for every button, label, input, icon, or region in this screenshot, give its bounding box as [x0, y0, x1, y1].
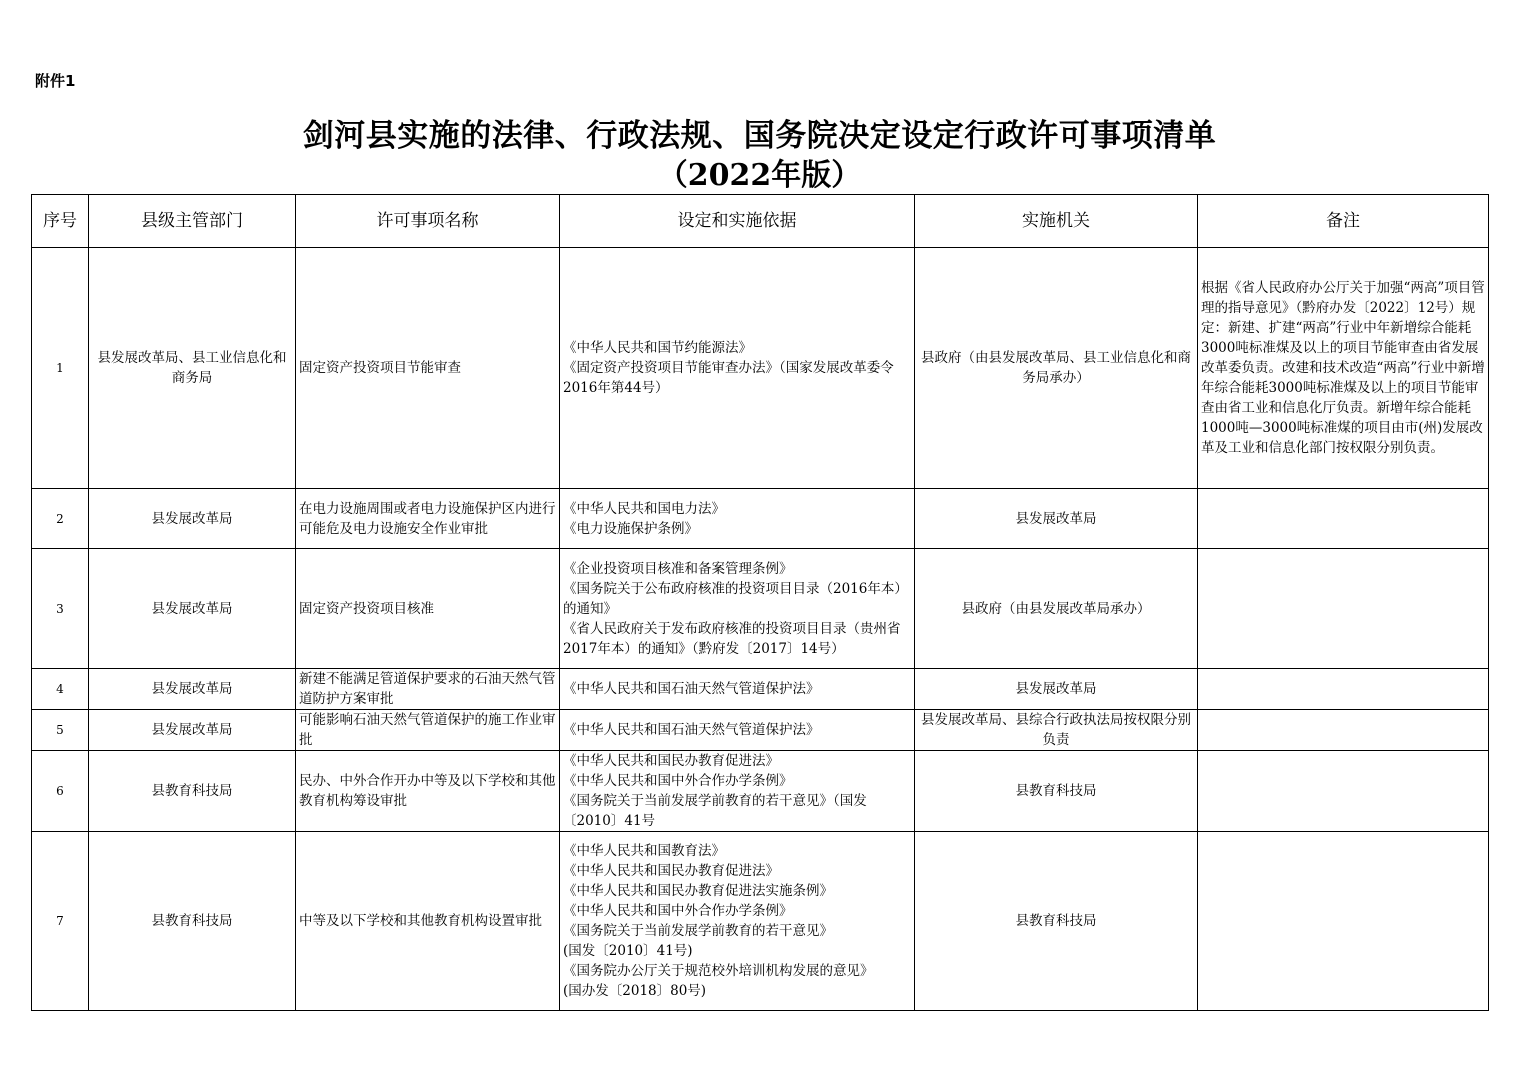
table-row: [32, 751, 1489, 832]
row-note: [1198, 832, 1489, 1011]
row-permit-name: 民办、中外合作开办中等及以下学校和其他教育机构筹设审批: [296, 751, 560, 832]
table-row: [32, 832, 1489, 1011]
row-note: [1198, 489, 1489, 549]
row-no: 1: [32, 248, 89, 489]
row-permit-name: 在电力设施周围或者电力设施保护区内进行可能危及电力设施安全作业审批: [296, 489, 560, 549]
row-dept: 县发展改革局、县工业信息化和商务局: [89, 248, 296, 489]
header-authority: 实施机关: [915, 195, 1198, 248]
row-note: [1198, 549, 1489, 669]
basis-line: 《中华人民共和国石油天然气管道保护法》: [563, 681, 820, 697]
table-row: [32, 248, 1489, 489]
table-row: [32, 549, 1489, 669]
document-subtitle: （2022年版）: [657, 158, 862, 193]
basis-line: 《电力设施保护条例》: [563, 520, 698, 537]
row-permit-name: 可能影响石油天然气管道保护的施工作业审批: [296, 710, 560, 751]
row-note: 根据《省人民政府办公厅关于加强“两高”项目管理的指导意见》（黔府办发〔2022〕12号）规定：新建、扩建“两高”行业中年新增综合能耗3000吨标准煤及以上的项目节能审查由省发展改革委负责。改建和技术改造“两高”行业中新增年综合能耗3000吨标准煤及以上的项目节能审查由省工业和信息化厅负责。新增年综合能耗1000吨—3000吨标准煤的项目由市(州)发展改革及工业和信息化部门按权限分别负责。: [1198, 248, 1489, 489]
basis-line: 《国务院办公厅关于规范校外培训机构发展的意见》: [563, 963, 874, 979]
header-basis: 设定和实施依据: [560, 195, 915, 248]
row-authority: 县政府（由县发展改革局承办）: [915, 549, 1198, 669]
basis-line: 《中华人民共和国中外合作办学条例》: [563, 903, 793, 919]
row-authority: 县政府（由县发展改革局、县工业信息化和商务局承办）: [915, 248, 1198, 489]
row-permit-name: 新建不能满足管道保护要求的石油天然气管道防护方案审批: [296, 669, 560, 710]
row-permit-name: 中等及以下学校和其他教育机构设置审批: [296, 832, 560, 1011]
header-dept: 县级主管部门: [89, 195, 296, 248]
row-basis: [560, 489, 915, 549]
header-name: 许可事项名称: [296, 195, 560, 248]
basis-line: 《中华人民共和国民办教育促进法》: [563, 863, 779, 879]
row-no: 3: [32, 549, 89, 669]
table-header-row: [32, 195, 1489, 248]
row-basis: [560, 669, 915, 710]
table-row: [32, 489, 1489, 549]
basis-line: (国发〔2010〕41号): [563, 943, 693, 959]
attachment-label: 附件1: [35, 72, 76, 90]
header-note: 备注: [1198, 195, 1489, 248]
row-basis: [560, 832, 915, 1011]
row-dept: 县教育科技局: [89, 832, 296, 1011]
row-dept: 县发展改革局: [89, 710, 296, 751]
row-note: [1198, 710, 1489, 751]
row-basis: [560, 710, 915, 751]
row-no: 4: [32, 669, 89, 710]
table-row: [32, 710, 1489, 751]
permit-table: [31, 194, 1489, 1011]
basis-line: 《企业投资项目核准和备案管理条例》: [563, 560, 793, 577]
header-no: 序号: [32, 195, 89, 248]
row-no: 5: [32, 710, 89, 751]
basis-line: 《中华人民共和国节约能源法》: [563, 340, 752, 356]
table-row: [32, 669, 1489, 710]
basis-line: 《国务院关于公布政府核准的投资项目目录（2016年本）的通知》: [563, 580, 908, 617]
basis-line: 《省人民政府关于发布政府核准的投资项目目录（贵州省2017年本）的通知》（黔府发〔2017〕14号）: [563, 620, 901, 657]
row-authority: 县发展改革局: [915, 669, 1198, 710]
row-note: [1198, 669, 1489, 710]
row-no: 6: [32, 751, 89, 832]
row-basis: [560, 549, 915, 669]
row-no: 7: [32, 832, 89, 1011]
row-authority: 县发展改革局: [915, 489, 1198, 549]
row-dept: 县发展改革局: [89, 489, 296, 549]
basis-line: 《中华人民共和国石油天然气管道保护法》: [563, 722, 820, 738]
row-dept: 县教育科技局: [89, 751, 296, 832]
basis-line: 《中华人民共和国教育法》: [563, 843, 725, 859]
basis-line: 《中华人民共和国民办教育促进法实施条例》: [563, 883, 833, 899]
row-basis: [560, 248, 915, 489]
basis-line: 《中华人民共和国民办教育促进法》: [563, 753, 779, 769]
row-dept: 县发展改革局: [89, 549, 296, 669]
row-authority: 县发展改革局、县综合行政执法局按权限分别负责: [915, 710, 1198, 751]
basis-line: (国办发〔2018〕80号): [563, 983, 707, 999]
basis-line: 《中华人民共和国电力法》: [563, 500, 725, 517]
basis-line: 《国务院关于当前发展学前教育的若干意见》（国发〔2010〕41号: [563, 793, 867, 829]
row-no: 2: [32, 489, 89, 549]
row-basis: [560, 751, 915, 832]
row-authority: 县教育科技局: [915, 832, 1198, 1011]
row-dept: 县发展改革局: [89, 669, 296, 710]
row-authority: 县教育科技局: [915, 751, 1198, 832]
row-permit-name: 固定资产投资项目节能审查: [296, 248, 560, 489]
document-title: 剑河县实施的法律、行政法规、国务院决定设定行政许可事项清单: [302, 118, 1217, 154]
row-permit-name: 固定资产投资项目核准: [296, 549, 560, 669]
row-note: [1198, 751, 1489, 832]
basis-line: 《固定资产投资项目节能审查办法》（国家发展改革委令2016年第44号）: [563, 360, 894, 396]
basis-line: 《国务院关于当前发展学前教育的若干意见》: [563, 923, 833, 939]
basis-line: 《中华人民共和国中外合作办学条例》: [563, 773, 793, 789]
